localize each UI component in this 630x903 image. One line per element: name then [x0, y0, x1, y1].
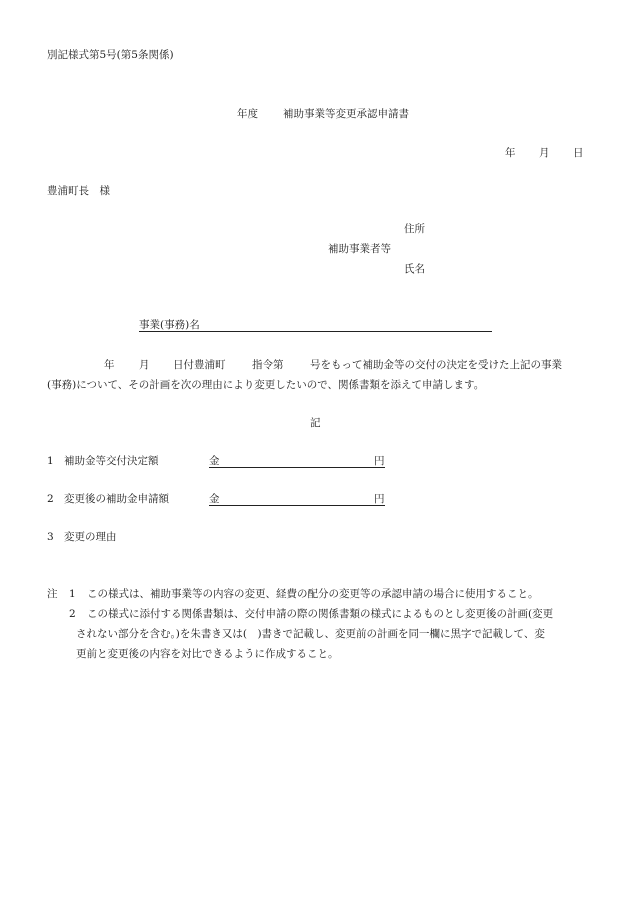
note-1-text: この様式は、補助事業等の内容の変更、経費の配分の変更等の承認申請の場合に使用すること。 [87, 588, 539, 600]
item-3-number: 3 [47, 531, 54, 543]
note-2-line3: 更前と変更後の内容を対比できるように作成すること。 [76, 648, 339, 660]
body-line2: (事務)について、その計画を次の理由により変更したいので、関係書類を添えて申請します。 [47, 379, 485, 391]
item-1-label: 補助金等交付決定額 [64, 455, 159, 467]
date-day: 日 [573, 147, 584, 159]
page-title: 補助事業等変更承認申請書 [283, 108, 409, 120]
name-label: 氏名 [404, 263, 425, 275]
item-2-kin: 金 [209, 493, 220, 505]
date-year: 年 [505, 147, 516, 159]
item-1-amount-underline [209, 467, 385, 468]
body-directive: 指令第 [252, 359, 284, 371]
note-2-line1: この様式に添付する関係書類は、交付申請の際の関係書類の様式によるものとし変更後の計画(変更 [87, 608, 554, 620]
item-2-label: 変更後の補助金申請額 [64, 493, 169, 505]
item-2-amount-underline [209, 505, 385, 506]
item-1-kin: 金 [209, 455, 220, 467]
addressee: 豊浦町長 様 [47, 185, 110, 197]
applicant-role-label: 補助事業者等 [328, 243, 391, 255]
body-date-town: 日付豊浦町 [173, 359, 226, 371]
address-label: 住所 [404, 223, 425, 235]
item-1-number: 1 [47, 455, 54, 467]
body-month: 月 [139, 359, 150, 371]
notes-prefix: 注 [47, 588, 58, 600]
note-2-line2: されない部分を含む。)を朱書き又は( )書きで記載し、変更前の計画を同一欄に黒字で記載して、変 [76, 628, 545, 640]
item-1-yen: 円 [374, 455, 385, 467]
ki-heading: 記 [310, 417, 321, 429]
note-1-number: 1 [69, 588, 76, 600]
form-reference: 別記様式第5号(第5条関係) [47, 49, 174, 61]
project-name-underline [139, 331, 492, 332]
project-name-label: 事業(事務)名 [139, 319, 200, 331]
item-2-number: 2 [47, 493, 54, 505]
body-line1: 号をもって補助金等の交付の決定を受けた上記の事業 [310, 359, 562, 371]
item-3-label: 変更の理由 [64, 531, 117, 543]
note-2-number: 2 [69, 608, 76, 620]
body-year: 年 [104, 359, 115, 371]
date-month: 月 [539, 147, 550, 159]
item-2-yen: 円 [374, 493, 385, 505]
title-year: 年度 [237, 108, 258, 120]
